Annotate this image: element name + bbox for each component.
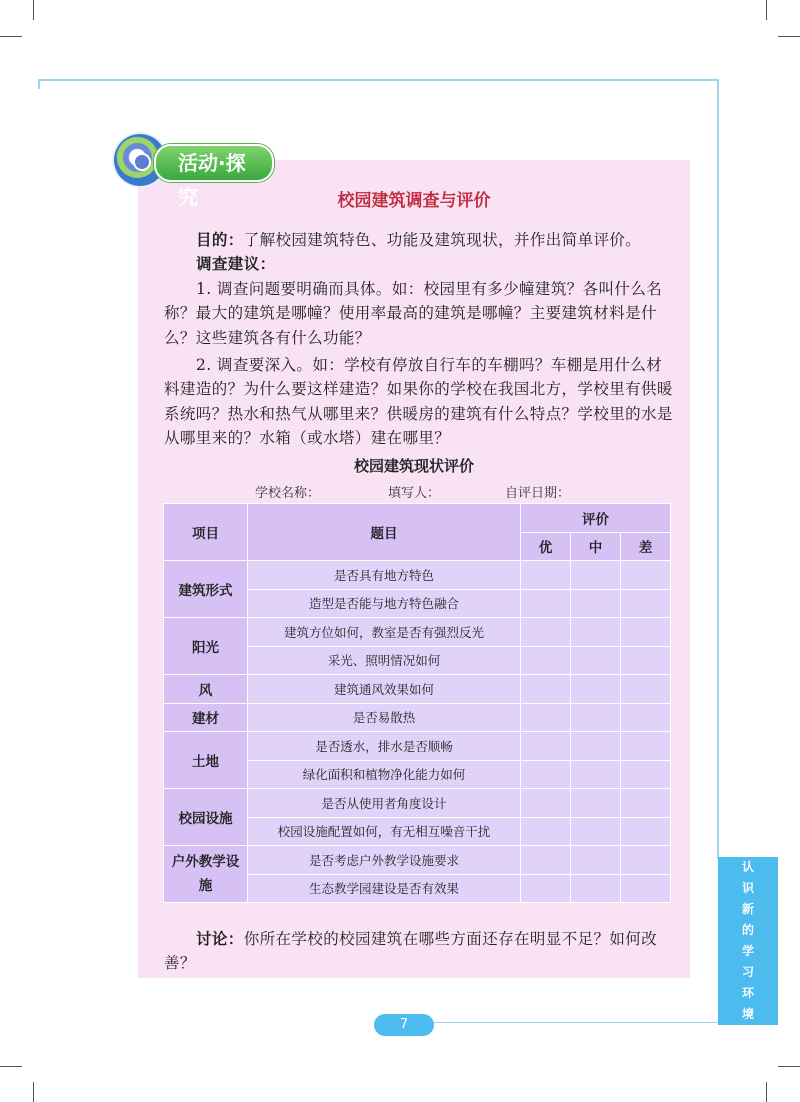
rating-cell-poor[interactable] xyxy=(621,646,671,675)
purpose-text: 了解校园建筑特色、功能及建筑现状，并作出简单评价。 xyxy=(243,231,642,249)
rating-cell-mid[interactable] xyxy=(571,789,621,818)
question-cell: 绿化面积和植物净化能力如何 xyxy=(248,760,521,789)
rating-cell-mid[interactable] xyxy=(571,874,621,903)
header-poor: 差 xyxy=(621,532,671,561)
header-mid: 中 xyxy=(571,532,621,561)
crop-mark xyxy=(766,1082,767,1102)
rating-cell-poor[interactable] xyxy=(621,789,671,818)
question-cell: 是否从使用者角度设计 xyxy=(248,789,521,818)
rating-cell-poor[interactable] xyxy=(621,618,671,647)
meta-filler: 填写人： xyxy=(388,486,441,501)
page-frame-bottom xyxy=(432,1022,718,1023)
question-cell: 是否具有地方特色 xyxy=(248,561,521,590)
side-tab-char: 新 xyxy=(741,902,754,916)
header-rating: 评价 xyxy=(521,504,671,533)
rating-cell-good[interactable] xyxy=(521,760,571,789)
rating-cell-good[interactable] xyxy=(521,874,571,903)
table-row xyxy=(164,703,671,732)
discussion-paragraph xyxy=(164,927,674,976)
rating-cell-mid[interactable] xyxy=(571,618,621,647)
rating-cell-good[interactable] xyxy=(521,817,571,846)
suggest-label: 调查建议： xyxy=(196,255,276,273)
activity-title: 校园建筑调查与评价 xyxy=(337,191,491,211)
evaluation-table xyxy=(163,503,671,903)
category-cell: 建筑形式 xyxy=(164,561,248,618)
table-row xyxy=(164,675,671,704)
page-frame-left xyxy=(38,79,40,89)
side-tab-char: 学 xyxy=(741,944,754,958)
category-cell: 阳光 xyxy=(164,618,248,675)
page-frame-right xyxy=(717,79,719,859)
crop-mark xyxy=(778,36,800,37)
chapter-side-tab xyxy=(718,857,778,1025)
rating-cell-poor[interactable] xyxy=(621,846,671,875)
category-cell: 校园设施 xyxy=(164,789,248,846)
side-tab-char: 习 xyxy=(741,965,754,979)
rating-cell-good[interactable] xyxy=(521,589,571,618)
question-cell: 采光、照明情况如何 xyxy=(248,646,521,675)
category-cell: 土地 xyxy=(164,732,248,789)
table-body xyxy=(164,561,671,903)
rating-cell-mid[interactable] xyxy=(571,760,621,789)
side-tab-char: 的 xyxy=(741,923,754,937)
rating-cell-good[interactable] xyxy=(521,646,571,675)
question-cell: 造型是否能与地方特色融合 xyxy=(248,589,521,618)
rating-cell-poor[interactable] xyxy=(621,817,671,846)
header-question: 题目 xyxy=(248,504,521,561)
question-cell: 校园设施配置如何，有无相互噪音干扰 xyxy=(248,817,521,846)
crop-mark xyxy=(778,1066,800,1067)
rating-cell-good[interactable] xyxy=(521,618,571,647)
rating-cell-poor[interactable] xyxy=(621,589,671,618)
rating-cell-good[interactable] xyxy=(521,732,571,761)
header-item: 项目 xyxy=(164,504,248,561)
crop-mark xyxy=(33,1082,34,1102)
activity-badge xyxy=(114,134,274,209)
header-good: 优 xyxy=(521,532,571,561)
suggestion-1: 1. 调查问题要明确而具体。如：校园里有多少幢建筑？各叫什么名称？最大的建筑是哪幢？使用率最高的建筑是哪幢？主要建筑材料是什么？这些建筑各有什么功能？ xyxy=(164,280,663,347)
side-tab-char: 识 xyxy=(741,881,754,895)
rating-cell-good[interactable] xyxy=(521,703,571,732)
rating-cell-mid[interactable] xyxy=(571,817,621,846)
meta-school: 学校名称： xyxy=(255,486,321,501)
badge-label: 活动·探究 xyxy=(154,144,274,182)
purpose-paragraph xyxy=(164,228,674,252)
suggest-heading xyxy=(164,252,674,276)
rating-cell-mid[interactable] xyxy=(571,589,621,618)
rating-cell-poor[interactable] xyxy=(621,874,671,903)
crop-mark xyxy=(0,1066,22,1067)
rating-cell-mid[interactable] xyxy=(571,675,621,704)
table-row xyxy=(164,732,671,761)
discussion-text: 你所在学校的校园建筑在哪些方面还存在明显不足？如何改善？ xyxy=(164,930,658,973)
rating-cell-poor[interactable] xyxy=(621,703,671,732)
meta-date: 自评日期： xyxy=(505,486,571,501)
purpose-label: 目的： xyxy=(196,231,244,249)
rating-cell-poor[interactable] xyxy=(621,760,671,789)
rating-cell-mid[interactable] xyxy=(571,561,621,590)
rating-cell-poor[interactable] xyxy=(621,561,671,590)
question-cell: 是否易散热 xyxy=(248,703,521,732)
crop-mark xyxy=(33,0,34,20)
suggestion-2: 2. 调查要深入。如：学校有停放自行车的车棚吗？车棚是用什么材料建造的？为什么要这样建造？如果你的学校在我国北方，学校里有供暖系统吗？热水和热气从哪里来？供暖房的建筑有什么特点？学校里的水是从哪里来的？水箱（或水塔）建在哪里？ xyxy=(164,356,673,447)
side-tab-char: 境 xyxy=(741,1007,754,1021)
side-tab-char: 认 xyxy=(741,860,754,874)
side-tab-char: 环 xyxy=(741,986,754,1000)
question-cell: 生态教学园建设是否有效果 xyxy=(248,874,521,903)
rating-cell-mid[interactable] xyxy=(571,846,621,875)
rating-cell-mid[interactable] xyxy=(571,646,621,675)
rating-cell-good[interactable] xyxy=(521,561,571,590)
category-cell: 建材 xyxy=(164,703,248,732)
table-title: 校园建筑现状评价 xyxy=(353,457,474,475)
table-row xyxy=(164,789,671,818)
rating-cell-good[interactable] xyxy=(521,789,571,818)
rating-cell-poor[interactable] xyxy=(621,732,671,761)
rating-cell-mid[interactable] xyxy=(571,703,621,732)
page-frame-top xyxy=(38,79,719,81)
category-cell: 风 xyxy=(164,675,248,704)
rating-cell-good[interactable] xyxy=(521,846,571,875)
question-cell: 是否透水，排水是否顺畅 xyxy=(248,732,521,761)
question-cell: 建筑通风效果如何 xyxy=(248,675,521,704)
table-row xyxy=(164,618,671,647)
question-cell: 是否考虑户外教学设施要求 xyxy=(248,846,521,875)
crop-mark xyxy=(766,0,767,20)
category-cell: 户外教学设施 xyxy=(164,846,248,903)
page-number: 7 xyxy=(374,1014,434,1036)
crop-mark xyxy=(0,36,22,37)
rating-cell-mid[interactable] xyxy=(571,732,621,761)
rating-cell-good[interactable] xyxy=(521,675,571,704)
table-row xyxy=(164,561,671,590)
rating-cell-poor[interactable] xyxy=(621,675,671,704)
table-row xyxy=(164,846,671,875)
discussion-label: 讨论： xyxy=(196,930,244,948)
question-cell: 建筑方位如何，教室是否有强烈反光 xyxy=(248,618,521,647)
